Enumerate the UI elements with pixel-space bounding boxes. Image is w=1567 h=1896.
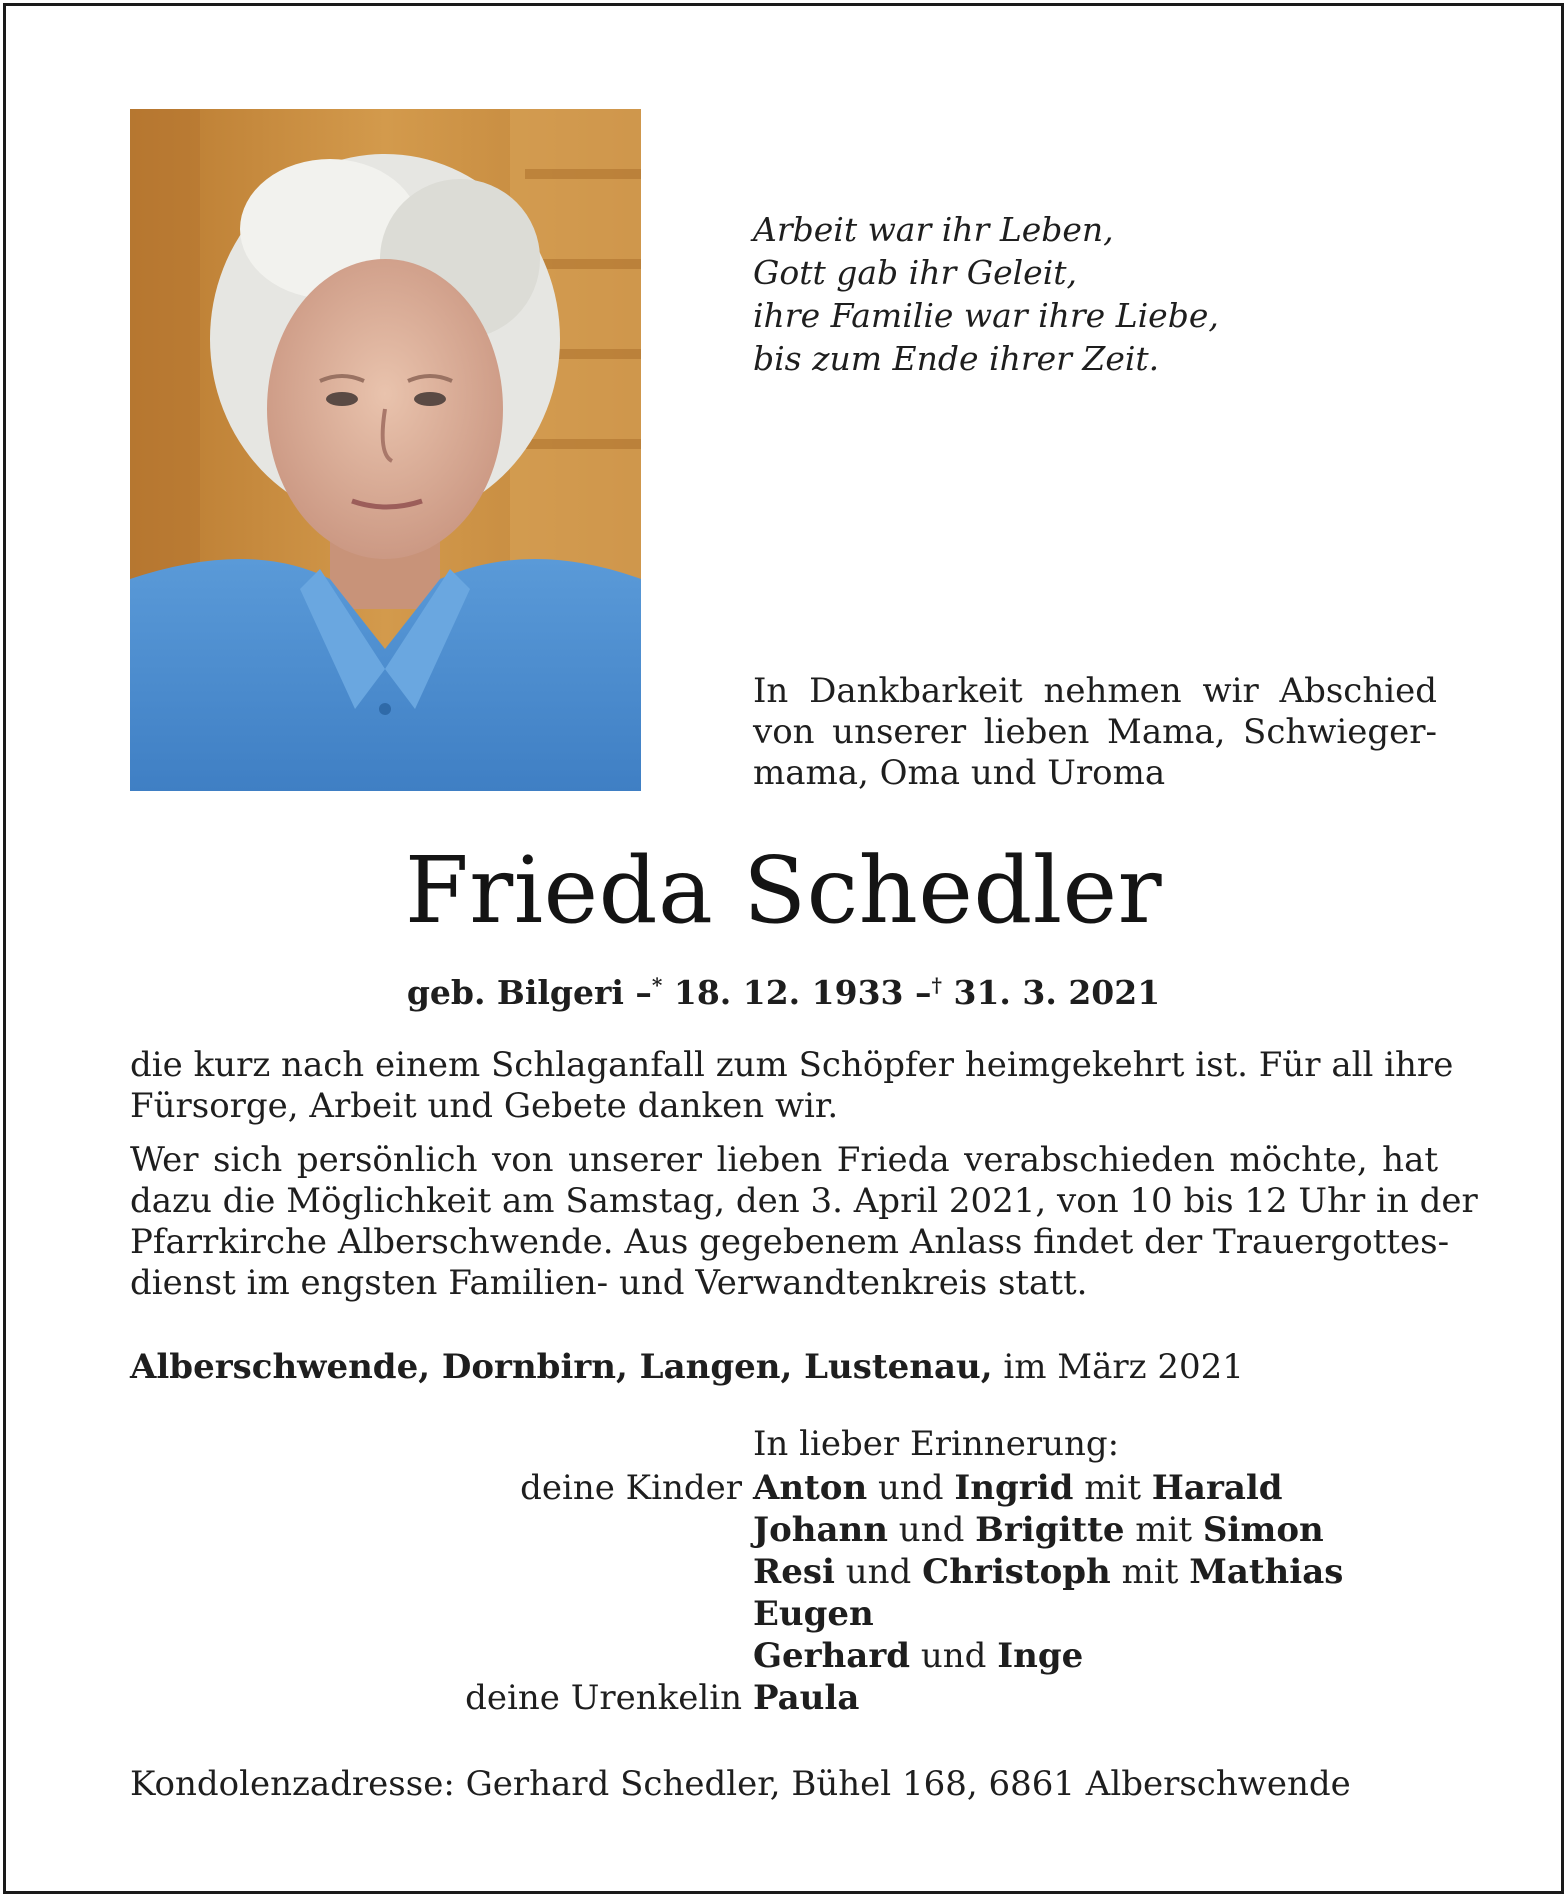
child-name: Johann — [753, 1510, 888, 1550]
poem-verse — [753, 208, 1219, 380]
partner-name: Christoph — [922, 1552, 1111, 1592]
family-row — [0, 1635, 1567, 1678]
poem-line: ihre Familie war ihre Liebe, — [753, 296, 1219, 335]
family-names — [753, 1509, 1324, 1552]
family-row — [0, 1467, 1567, 1510]
intro-line: mama, Oma und Uroma — [753, 753, 1166, 793]
grandchild-name: Harald — [1151, 1468, 1283, 1508]
child-name: Resi — [753, 1552, 835, 1592]
death-date: 31. 3. 2021 — [953, 973, 1161, 1012]
farewell-intro — [753, 671, 1437, 794]
grandchild-name: Mathias — [1189, 1552, 1344, 1592]
partner-name: Inge — [997, 1636, 1084, 1676]
places-and-date — [130, 1345, 1244, 1389]
places-list: Alberschwende, Dornbirn, Langen, Lustenau, — [130, 1347, 993, 1387]
maiden-name: geb. Bilgeri — [406, 973, 624, 1012]
conjunction: mit — [1121, 1552, 1179, 1592]
child-name: Anton — [753, 1468, 868, 1508]
intro-line: von unserer lieben Mama, Schwieger- — [753, 712, 1437, 752]
conjunction: mit — [1135, 1510, 1193, 1550]
family-row — [0, 1551, 1567, 1594]
family-names — [753, 1467, 1283, 1510]
life-dates — [0, 963, 1567, 1015]
family-names — [753, 1551, 1343, 1594]
conjunction: und — [898, 1510, 965, 1550]
paragraph-thanks — [130, 1045, 1454, 1127]
poem-line: Gott gab ihr Geleit, — [753, 253, 1078, 292]
family-names — [753, 1635, 1083, 1678]
paragraph-line: Pfarrkirche Alberschwende. Aus gegebenem Anlass findet der Trauergottes- — [130, 1222, 1450, 1262]
child-name: Gerhard — [753, 1636, 911, 1676]
portrait-illustration — [130, 109, 641, 791]
poem-line: Arbeit war ihr Leben, — [753, 210, 1114, 249]
kinder-label: deine Kinder — [520, 1468, 742, 1508]
birth-date: 18. 12. 1933 — [673, 973, 904, 1012]
birth-symbol: * — [651, 973, 663, 997]
paragraph-line: dienst im engsten Familien- und Verwandtenkreis statt. — [130, 1263, 1088, 1303]
notice-date: im März 2021 — [1003, 1347, 1244, 1387]
paragraph-line: Fürsorge, Arbeit und Gebete danken wir. — [130, 1086, 839, 1126]
grandchild-name: Simon — [1202, 1510, 1324, 1550]
urenkelin-label: deine Urenkelin — [465, 1678, 742, 1718]
child-name: Eugen — [753, 1594, 874, 1634]
family-row — [0, 1509, 1567, 1552]
memory-heading: In lieber Erinnerung: — [753, 1424, 1120, 1464]
family-row — [0, 1677, 1567, 1720]
family-names — [753, 1677, 859, 1720]
great-grandchild-name: Paula — [753, 1678, 860, 1718]
conjunction: und — [878, 1468, 944, 1508]
paragraph-line: dazu die Möglichkeit am Samstag, den 3. April 2021, von 10 bis 12 Uhr in der — [130, 1181, 1478, 1221]
intro-line: In Dankbarkeit nehmen wir Abschied — [753, 671, 1437, 711]
conjunction: mit — [1084, 1468, 1141, 1508]
deceased-name: Frieda Schedler — [404, 837, 1163, 944]
date-dash: – — [915, 973, 932, 1012]
partner-name: Ingrid — [954, 1468, 1074, 1508]
conjunction: und — [845, 1552, 912, 1592]
poem-line: bis zum Ende ihrer Zeit. — [753, 339, 1160, 378]
death-symbol: † — [931, 973, 942, 997]
family-names — [753, 1593, 874, 1636]
partner-name: Brigitte — [975, 1510, 1125, 1550]
family-row — [0, 1593, 1567, 1636]
paragraph-line: die kurz nach einem Schlaganfall zum Schöpfer heimgekehrt ist. Für all ihre — [130, 1045, 1454, 1085]
portrait-photo — [130, 109, 641, 791]
conjunction: und — [920, 1636, 987, 1676]
paragraph-farewell-details — [130, 1140, 1478, 1304]
paragraph-line: Wer sich persönlich von unserer lieben Frieda verabschieden möchte, hat — [130, 1140, 1438, 1180]
condolence-address: Kondolenzadresse: Gerhard Schedler, Bühel 168, 6861 Alberschwende — [130, 1764, 1351, 1804]
date-dash: – — [635, 973, 652, 1012]
